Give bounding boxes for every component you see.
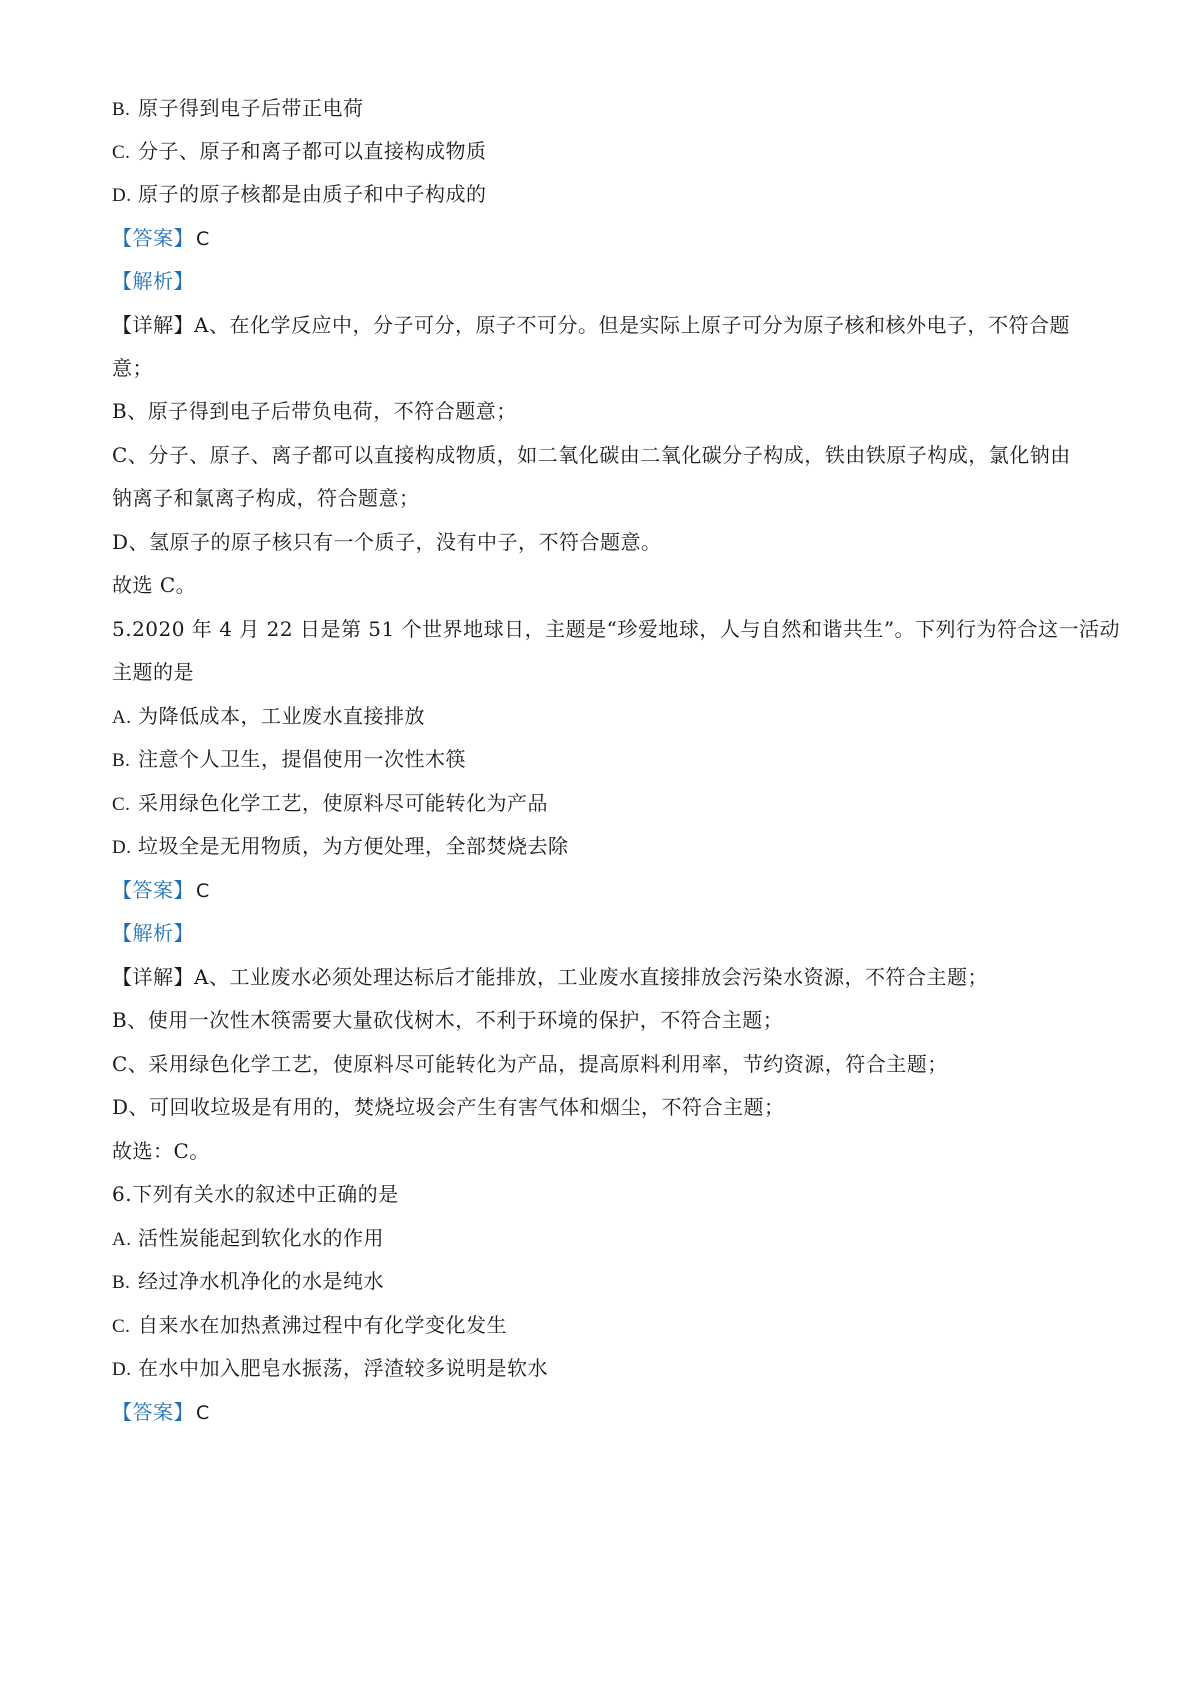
q4-detail-line: C、分子、原子、离子都可以直接构成物质，如二氧化碳由二氧化碳分子构成，铁由铁原子构成，氯化钠由: [112, 443, 1071, 467]
option-letter: D.: [112, 185, 132, 206]
option-text: 自来水在加热煮沸过程中有化学变化发生: [138, 1313, 507, 1337]
option-letter: C.: [112, 142, 131, 163]
option-text: 采用绿色化学工艺，使原料尽可能转化为产品: [138, 791, 548, 815]
q5-detail-line: B、使用一次性木筷需要大量砍伐树木，不利于环境的保护，不符合主题；: [112, 1008, 784, 1032]
answer-value: C: [196, 880, 210, 902]
q4-option-b: [112, 94, 364, 124]
option-letter: B.: [112, 750, 131, 771]
q5-option-b: [112, 745, 466, 775]
q5-option-a: [112, 702, 425, 732]
q5-detail-line: 故选：C。: [112, 1139, 210, 1163]
answer-label: 【答案】: [112, 878, 194, 902]
q4-detail-line: D、氢原子的原子核只有一个质子，没有中子，不符合题意。: [112, 530, 662, 554]
option-text: 原子的原子核都是由质子和中子构成的: [138, 182, 487, 206]
answer-label: 【答案】: [112, 226, 194, 250]
option-letter: C.: [112, 794, 131, 815]
q6-option-d: [112, 1354, 548, 1384]
option-text: 在水中加入肥皂水振荡，浮渣较多说明是软水: [138, 1356, 548, 1380]
q6-option-b: [112, 1267, 384, 1297]
option-text: 原子得到电子后带正电荷: [138, 96, 364, 120]
q4-option-c: [112, 137, 487, 167]
q5-detail-line: C、采用绿色化学工艺，使原料尽可能转化为产品，提高原料利用率，节约资源，符合主题；: [112, 1052, 948, 1076]
q5-detail-line: 【详解】A、工业废水必须处理达标后才能排放，工业废水直接排放会污染水资源，不符合主题；: [112, 965, 988, 989]
q4-option-d: [112, 180, 487, 210]
option-letter: D.: [112, 837, 132, 858]
q4-analysis: [112, 267, 194, 295]
option-letter: A.: [112, 1229, 132, 1250]
q4-detail-line: 故选 C。: [112, 573, 197, 597]
analysis-label: 【解析】: [112, 921, 194, 945]
analysis-label: 【解析】: [112, 269, 194, 293]
q4-answer: [112, 224, 210, 253]
option-text: 垃圾全是无用物质，为方便处理，全部焚烧去除: [138, 834, 569, 858]
answer-value: C: [196, 228, 210, 250]
q4-detail-line: 意；: [112, 356, 153, 380]
option-text: 活性炭能起到软化水的作用: [138, 1226, 384, 1250]
q6-option-a: [112, 1224, 384, 1254]
q5-detail-line: D、可回收垃圾是有用的，焚烧垃圾会产生有害气体和烟尘，不符合主题；: [112, 1095, 785, 1119]
option-text: 经过净水机净化的水是纯水: [138, 1269, 384, 1293]
q4-detail-line: 钠离子和氯离子构成，符合题意；: [112, 486, 420, 510]
q6-answer: [112, 1398, 210, 1427]
option-text: 分子、原子和离子都可以直接构成物质: [138, 139, 487, 163]
q5-answer: [112, 876, 210, 905]
option-letter: C.: [112, 1316, 131, 1337]
option-letter: D.: [112, 1359, 132, 1380]
q6-stem: 6.下列有关水的叙述中正确的是: [112, 1182, 399, 1206]
q4-detail-line: B、原子得到电子后带负电荷，不符合题意；: [112, 399, 517, 423]
q5-stem-line: 主题的是: [112, 660, 194, 684]
q5-analysis: [112, 919, 194, 947]
answer-label: 【答案】: [112, 1400, 194, 1424]
q4-detail-line: 【详解】A、在化学反应中，分子可分，原子不可分。但是实际上原子可分为原子核和核外电子，不符合题: [112, 313, 1070, 337]
option-letter: B.: [112, 99, 131, 120]
option-text: 为降低成本，工业废水直接排放: [138, 704, 425, 728]
q5-option-c: [112, 789, 548, 819]
answer-value: C: [196, 1402, 210, 1424]
option-letter: B.: [112, 1272, 131, 1293]
option-text: 注意个人卫生，提倡使用一次性木筷: [138, 747, 466, 771]
q5-stem-line: 5.2020 年 4 月 22 日是第 51 个世界地球日，主题是“珍爱地球，人与自然和谐共生”。下列行为符合这一活动: [112, 617, 1121, 641]
option-letter: A.: [112, 707, 132, 728]
q5-option-d: [112, 832, 569, 862]
q6-option-c: [112, 1311, 507, 1341]
